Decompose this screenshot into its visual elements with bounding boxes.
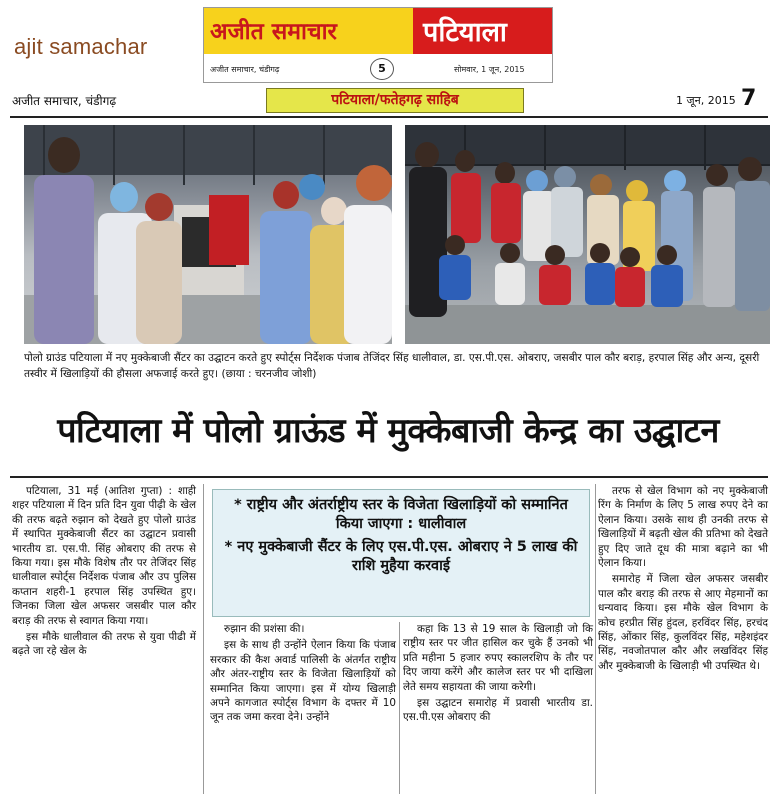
article-paragraph: कहा कि 13 से 19 साल के खिलाड़ी जो कि राष्ट्रीय स्तर पर जीत हासिल कर चुके हैं उनको भी प्रति महीना 5 हजार रुपए स्कालरशिप के तौर पर दिए जाया करेंगे और कालेज स्तर पर भी दाखिला लेते समय सहायता की जाया करेगी। (403, 623, 593, 693)
article-column-4 (598, 484, 768, 675)
masthead (203, 7, 553, 83)
article-paragraph: इस उद्घाटन समारोह में प्रवासी भारतीय डा. एस.पी.एस ओबराए की (403, 697, 593, 724)
article-paragraph: रुझान की प्रशंसा की। (224, 623, 305, 635)
headline: पटियाला में पोलो ग्राऊंड में मुक्केबाजी केन्द्र का उद्घाटन (57, 411, 719, 451)
masthead-date: सोमवार, 1 जून, 2015 (454, 65, 525, 74)
page-header-publication: अजीत समाचार, चंडीगढ़ (12, 94, 117, 108)
column-divider (399, 622, 400, 794)
brand-logo-text: ajit samachar (14, 34, 148, 59)
page-number: 7 (741, 86, 757, 111)
article-paragraph: इस के साथ ही उन्होंने ऐलान किया कि पंजाब सरकार की कैश अवार्ड पालिसी के अंतर्गत राष्ट्रीय और अंतर-राष्ट्रीय स्तर के विजेता खिलाड़ियों को सम्मानित किया जाएगा। इस में योग्य खिलाड़ी अपने कागजात स्पोर्ट्स विभाग के दफ्तर में 10 जून तक जमा करवा देने। उन्होंने (210, 639, 396, 724)
article-column-2 (210, 622, 396, 727)
photo-boxers (405, 125, 770, 344)
photo-caption: पोलो ग्राउंड पटियाला में नए मुक्केबाजी सैंटर का उद्घाटन करते हुए स्पोर्ट्स निर्देशक पंजाब तेजिंदर सिंह धालीवाल, डा. एस.पी.एस. ओबराए, जसबीर पाल कौर बराड़, हरपाल सिंह और अन्य, दूसरी तस्वीर में खिलाड़ियों की हौसला अफजाई करते हुए। (छाया : चरनजीव जोशी) (24, 352, 760, 380)
page-header-date: 1 जून, 2015 (676, 94, 736, 107)
article-paragraph: पटियाला, 31 मई (आतिश गुप्ता) : शाही शहर पटियाला में दिन प्रति दिन युवा पीढ़ी के खेल की तरफ बढ़ते रुझान को देखते हुए पोलो ग्राउंड में स्थापित मुक्केबाजी सैंटर का उद्घाटन प्रवासी भारतीय डा. एस.पी. सिंह ओबराए की तरफ से किया गया। इस मौके विशेष तौर पर तेजिंदर सिंह धालीवाल स्पोर्ट्स निर्देशक पंजाब और उप पुलिस कप्तान शहरी-1 हरपाल सिंह उपस्थित हुए। जिनका जिला खेल अफसर जसबीर पाल कौर बराड़ की तरफ से स्वागत किया गया। (12, 485, 196, 627)
header-rule (10, 116, 768, 118)
photo-boxers-illustration (405, 125, 770, 344)
masthead-page-badge: 5 (370, 58, 394, 80)
article-paragraph: इस मौके धालीवाल की तरफ से युवा पीढी में बढ़ते जा रहे खेल के (12, 631, 196, 658)
pull-quote-box (212, 489, 590, 617)
masthead-city: पटियाला (423, 17, 507, 48)
pull-quote-line: * नए मुक्केबाजी सैंटर के लिए एस.पी.एस. ओबराए ने 5 लाख की राशि मुहैया करवाई (224, 539, 578, 574)
article-paragraph: तरफ से खेल विभाग को नए मुक्केबाजी रिंग के निर्माण के लिए 5 लाख रुपए देने का ऐलान किया। उसके साथ ही उनकी तरफ से खिलाड़ियों में बढ़ती खेल की प्रतिभा को देखते हुए दिए जाते दूध की मात्रा बढ़ाने का भी ऐलान किया। (598, 485, 768, 570)
section-tag: पटियाला/फतेहगढ़ साहिब (266, 88, 524, 113)
column-divider (203, 484, 204, 794)
article-paragraph: समारोह में जिला खेल अफसर जसबीर पाल कौर बराड़ की तरफ से आए मेहमानों का धन्यवाद किया। इस मौके खेल विभाग के कोच हरप्रीत सिंह हुंदल, हरविंदर सिंह, हरचंद सिंह, ओंकार सिंह, कुलविंदर सिंह, महेशइंदर सिंह, नवजोतपाल कौर और लखविंदर सिंह और मुक्केबाजी के खिलाड़ी भी उपस्थित थे। (598, 573, 768, 672)
article-column-3 (403, 622, 593, 727)
headline-rule (10, 476, 768, 478)
pull-quote-line: * राष्ट्रीय और अंतर्राष्ट्रीय स्तर के विजेता खिलाड़ियों को सम्मानित किया जाएगा : धालीवाल (234, 497, 568, 532)
masthead-edition: अजीत समाचार, चंडीगढ़ (210, 65, 280, 74)
photo-inauguration-illustration (24, 125, 392, 344)
column-divider (595, 484, 596, 794)
article-column-1 (12, 484, 196, 661)
masthead-title: अजीत समाचार (210, 19, 337, 45)
masthead-left-panel (204, 8, 413, 54)
photo-inauguration (24, 125, 392, 344)
masthead-right-panel (413, 8, 552, 54)
